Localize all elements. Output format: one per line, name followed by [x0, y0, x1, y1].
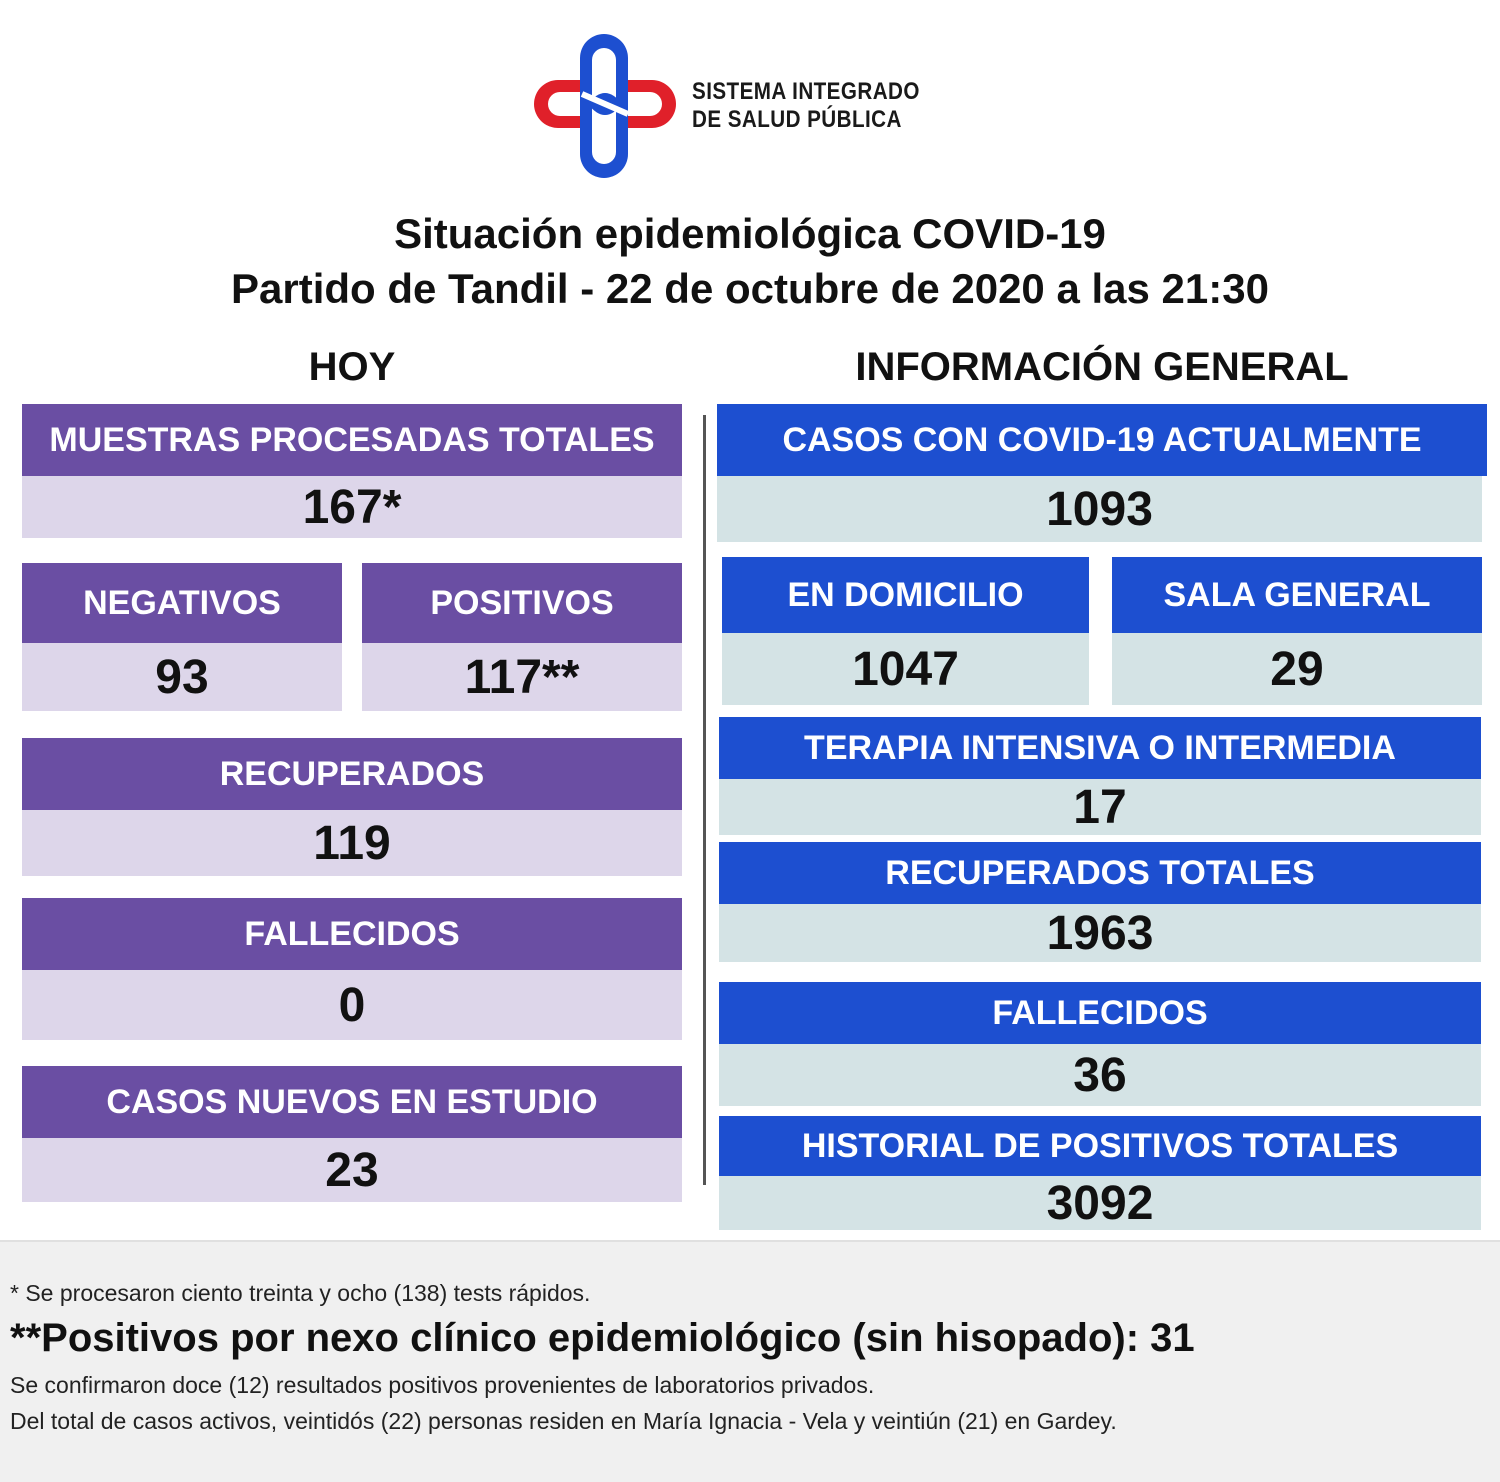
fallecidos-hoy-label: FALLECIDOS	[22, 898, 682, 970]
section-hoy-heading: HOY	[308, 345, 396, 389]
activos-value: 1093	[717, 476, 1482, 542]
logo-line-2: DE SALUD PÚBLICA	[692, 106, 902, 133]
historial-value: 3092	[719, 1176, 1481, 1230]
recuperados-hoy-value: 119	[22, 810, 682, 876]
fallecidos-totales-value: 36	[719, 1044, 1481, 1106]
positivos-value: 117**	[362, 643, 682, 711]
sala-general-label: SALA GENERAL	[1112, 557, 1482, 633]
logo-line-1: SISTEMA INTEGRADO	[692, 78, 920, 105]
recuperados-totales-value: 1963	[719, 904, 1481, 962]
terapia-value: 17	[719, 779, 1481, 835]
domicilio-label: EN DOMICILIO	[722, 557, 1089, 633]
en-estudio-label: CASOS NUEVOS EN ESTUDIO	[22, 1066, 682, 1138]
recuperados-totales-label: RECUPERADOS TOTALES	[719, 842, 1481, 904]
note-rapid-tests: * Se procesaron ciento treinta y ocho (138) tests rápidos.	[10, 1280, 591, 1306]
terapia-label: TERAPIA INTENSIVA O INTERMEDIA	[719, 717, 1481, 779]
health-cross-logo-icon	[530, 30, 680, 180]
logo-text	[692, 78, 920, 134]
historial-label: HISTORIAL DE POSITIVOS TOTALES	[719, 1116, 1481, 1176]
footer-notes	[0, 1240, 1500, 1482]
domicilio-value: 1047	[722, 633, 1089, 705]
note-clinical-positives: **Positivos por nexo clínico epidemiológico (sin hisopado): 31	[10, 1316, 1195, 1360]
muestras-value: 167*	[22, 476, 682, 538]
activos-label: CASOS CON COVID-19 ACTUALMENTE	[717, 404, 1487, 476]
recuperados-hoy-label: RECUPERADOS	[22, 738, 682, 810]
section-general-heading: INFORMACIÓN GENERAL	[855, 345, 1349, 389]
sala-general-value: 29	[1112, 633, 1482, 705]
note-active-residence: Del total de casos activos, veintidós (22) personas residen en María Ignacia - Vela y veintiún (21) en Gardey.	[10, 1408, 1117, 1434]
negativos-label: NEGATIVOS	[22, 563, 342, 643]
fallecidos-hoy-value: 0	[22, 970, 682, 1040]
fallecidos-totales-label: FALLECIDOS	[719, 982, 1481, 1044]
note-private-labs: Se confirmaron doce (12) resultados positivos provenientes de laboratorios privados.	[10, 1372, 875, 1398]
en-estudio-value: 23	[22, 1138, 682, 1202]
muestras-label: MUESTRAS PROCESADAS TOTALES	[22, 404, 682, 476]
page-subtitle: Partido de Tandil - 22 de octubre de 2020 a las 21:30	[231, 265, 1269, 312]
page-title: Situación epidemiológica COVID-19	[394, 210, 1106, 257]
column-divider	[703, 415, 706, 1185]
negativos-value: 93	[22, 643, 342, 711]
positivos-label: POSITIVOS	[362, 563, 682, 643]
